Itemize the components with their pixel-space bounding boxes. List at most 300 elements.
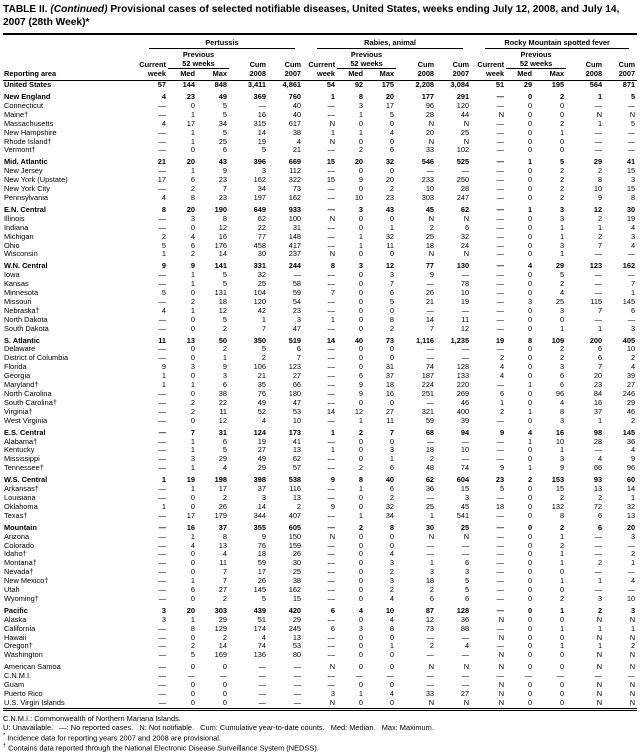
value-cell: 0 <box>527 306 533 315</box>
table-row <box>3 559 637 568</box>
value-cell: 0 <box>527 577 533 586</box>
value-cell: N <box>596 633 603 642</box>
value-cell: 224 <box>421 381 435 390</box>
col-2007: 2007 <box>268 69 303 81</box>
reporting-area-cell: W.N. Central <box>4 261 48 271</box>
value-cell: 25 <box>257 280 266 289</box>
value-cell: 20 <box>425 128 435 137</box>
value-cell: 269 <box>456 390 470 398</box>
table-row <box>3 672 637 681</box>
value-cell: 2 <box>161 232 166 241</box>
value-cell: 43 <box>218 157 227 167</box>
value-cell: 1 <box>190 381 195 390</box>
value-cell: — <box>327 223 336 232</box>
value-cell: 80 <box>292 651 302 660</box>
value-cell: 331 <box>253 261 266 271</box>
value-cell: — <box>327 541 336 550</box>
value-cell: — <box>461 541 470 550</box>
value-cell: — <box>426 306 435 315</box>
value-cell: 93 <box>593 475 603 485</box>
value-cell: — <box>627 137 636 146</box>
value-cell: 2 <box>222 633 227 642</box>
value-cell: 1 <box>597 119 603 128</box>
reporting-area-cell: Nevada† <box>4 568 34 577</box>
value-cell: 458 <box>253 241 266 250</box>
value-cell: 0 <box>389 345 395 354</box>
value-cell: 35 <box>257 381 266 390</box>
value-cell: N <box>329 698 336 707</box>
value-cell: 2 <box>597 214 603 223</box>
value-cell: 2 <box>261 354 266 363</box>
value-cell: 6 <box>330 624 336 633</box>
table-row <box>3 550 637 559</box>
value-cell: 7 <box>389 280 395 289</box>
value-cell: N <box>629 662 636 672</box>
value-cell: 1 <box>559 250 565 259</box>
table-row <box>3 280 637 289</box>
value-cell: — <box>627 101 636 110</box>
value-cell: 144 <box>182 80 195 90</box>
reporting-area-cell: Texas† <box>4 511 28 520</box>
value-cell: 7 <box>222 185 227 194</box>
value-cell: 2 <box>190 250 195 259</box>
table-row <box>3 138 637 147</box>
value-cell: 2 <box>559 193 565 202</box>
value-cell: — <box>327 354 336 363</box>
value-cell: 15 <box>326 157 336 167</box>
value-cell: 5 <box>161 289 166 298</box>
value-cell: 30 <box>292 559 302 568</box>
value-cell: 1 <box>527 204 533 214</box>
value-cell: — <box>158 324 166 333</box>
value-cell: 0 <box>527 493 533 502</box>
value-cell: — <box>627 250 636 259</box>
value-cell: — <box>158 101 166 110</box>
value-cell: — <box>496 176 505 185</box>
value-cell: — <box>461 633 470 642</box>
value-cell: 29 <box>257 464 266 473</box>
table-row <box>3 259 637 271</box>
value-cell: 2 <box>358 427 364 437</box>
value-cell: — <box>496 455 505 464</box>
value-cell: — <box>158 137 166 146</box>
value-cell: 3 <box>358 101 364 110</box>
value-cell: 315 <box>253 119 266 128</box>
value-cell: 1 <box>597 416 603 425</box>
value-cell: 0 <box>358 559 364 568</box>
value-cell: 350 <box>253 335 266 345</box>
empty-cell <box>396 49 436 59</box>
value-cell: — <box>496 324 505 333</box>
reporting-area-cell: Indiana <box>4 223 29 232</box>
value-cell: 0 <box>358 662 364 672</box>
value-cell: — <box>594 250 603 259</box>
value-cell: 0 <box>358 594 364 603</box>
value-cell: 25 <box>460 522 470 532</box>
value-cell: 5 <box>222 110 227 119</box>
value-cell: 3 <box>597 594 603 603</box>
value-cell: 0 <box>527 398 533 407</box>
value-cell: 1 <box>190 167 195 176</box>
value-cell: 74 <box>460 464 470 473</box>
value-cell: 176 <box>214 241 227 250</box>
value-cell: 32 <box>385 502 395 511</box>
value-cell: 2 <box>358 146 364 155</box>
value-cell: 0 <box>527 532 533 541</box>
value-cell: 0 <box>527 250 533 259</box>
value-cell: 40 <box>354 335 364 345</box>
value-cell: 0 <box>358 532 364 541</box>
value-cell: — <box>627 271 636 280</box>
value-cell: — <box>627 568 636 577</box>
value-cell: 7 <box>296 354 302 363</box>
value-cell: 39 <box>626 372 636 381</box>
table-row <box>3 129 637 138</box>
value-cell: 0 <box>190 698 195 707</box>
value-cell: — <box>327 167 336 176</box>
value-cell: — <box>327 455 336 464</box>
value-cell: 0 <box>559 137 565 146</box>
value-cell: 417 <box>288 241 302 250</box>
value-cell: 8 <box>527 335 533 345</box>
value-cell: 21 <box>425 297 435 306</box>
value-cell: 237 <box>288 250 302 259</box>
value-cell: 11 <box>386 416 395 425</box>
value-cell: — <box>158 185 166 194</box>
value-cell: 54 <box>292 297 302 306</box>
value-cell: 12 <box>218 223 227 232</box>
value-cell: 38 <box>292 577 302 586</box>
table-row <box>3 155 637 167</box>
value-cell: 10 <box>460 289 470 298</box>
table-row <box>3 250 637 259</box>
value-cell: 3 <box>389 559 395 568</box>
value-cell: 8 <box>597 176 603 185</box>
value-cell: 18 <box>425 241 435 250</box>
reporting-area-cell: Utah <box>4 586 20 595</box>
value-cell: 30 <box>257 250 266 259</box>
value-cell: — <box>327 110 336 119</box>
value-cell: — <box>327 522 336 532</box>
value-cell: 116 <box>289 485 302 494</box>
value-cell: 2 <box>358 464 364 473</box>
footnote-asterisk <box>3 733 637 743</box>
value-cell: 32 <box>385 157 395 167</box>
value-cell: 17 <box>385 101 395 110</box>
value-cell: 150 <box>288 532 302 541</box>
reporting-area-cell: Nebraska† <box>4 306 40 315</box>
value-cell: 0 <box>527 167 533 176</box>
value-cell: 3 <box>358 261 364 271</box>
reporting-area-cell: Iowa <box>4 271 20 280</box>
value-cell: 1,116 <box>415 335 435 345</box>
value-cell: 6 <box>630 306 636 315</box>
value-cell: 8 <box>389 522 395 532</box>
reporting-area-cell: Florida <box>4 363 27 372</box>
value-cell: 9 <box>499 427 505 437</box>
value-cell: 34 <box>257 185 266 194</box>
value-cell: 2,208 <box>415 80 435 90</box>
value-cell: 62 <box>425 475 435 485</box>
value-cell: 145 <box>622 297 636 306</box>
value-cell: 9 <box>161 363 166 372</box>
value-cell: 23 <box>218 176 227 185</box>
value-cell: 3,411 <box>247 80 266 90</box>
value-cell: 546 <box>421 157 435 167</box>
value-cell: N <box>629 698 636 707</box>
value-cell: 2 <box>559 92 565 101</box>
value-cell: 0 <box>358 324 364 333</box>
value-cell: 369 <box>253 92 266 101</box>
table-row <box>3 446 637 455</box>
value-cell: 187 <box>421 372 435 381</box>
value-cell: 1 <box>358 128 364 137</box>
value-cell: — <box>496 594 505 603</box>
value-cell: N <box>629 651 636 660</box>
value-cell: — <box>219 672 227 681</box>
value-cell: N <box>596 651 603 660</box>
value-cell: 0 <box>222 690 227 698</box>
value-cell: — <box>327 345 336 354</box>
value-cell: 131 <box>214 289 227 298</box>
value-cell: 0 <box>527 698 533 707</box>
table-row <box>3 521 637 533</box>
value-cell: 141 <box>214 261 227 271</box>
value-cell: N <box>428 137 435 146</box>
value-cell: 76 <box>257 541 266 550</box>
value-cell: — <box>327 568 336 577</box>
value-cell: 0 <box>190 146 195 155</box>
value-cell: — <box>327 185 336 194</box>
value-cell: 0 <box>190 594 195 603</box>
value-cell: 1 <box>559 128 565 137</box>
value-cell: — <box>158 398 166 407</box>
value-cell: N <box>463 137 470 146</box>
value-cell: 46 <box>460 398 470 407</box>
weeks52-header-row <box>3 59 637 69</box>
value-cell: 3 <box>222 372 227 381</box>
value-cell: 669 <box>288 157 302 167</box>
value-cell: 32 <box>460 232 470 241</box>
value-cell: 0 <box>222 698 227 707</box>
value-cell: — <box>158 446 166 455</box>
value-cell: 49 <box>218 92 227 101</box>
value-cell: 0 <box>358 541 364 550</box>
value-cell: — <box>327 416 336 425</box>
value-cell: 344 <box>253 511 266 520</box>
col-med: Med <box>506 69 534 81</box>
value-cell: 1 <box>190 615 195 624</box>
value-cell: 145 <box>253 586 266 595</box>
value-cell: 54 <box>326 80 336 90</box>
value-cell: — <box>158 280 166 289</box>
reporting-area-cell: Wyoming† <box>4 594 39 603</box>
value-cell: 132 <box>551 502 565 511</box>
value-cell: 1 <box>499 398 505 407</box>
value-cell: 5 <box>630 92 636 101</box>
value-cell: N <box>596 690 603 698</box>
table-row <box>3 512 637 521</box>
value-cell: 57 <box>292 464 302 473</box>
value-cell: 4 <box>222 464 227 473</box>
value-cell: N <box>463 698 470 707</box>
value-cell: 3,084 <box>450 80 470 90</box>
reporting-area-cell: New England <box>4 92 51 101</box>
value-cell: 6 <box>464 559 470 568</box>
value-cell: — <box>461 354 470 363</box>
value-cell: 0 <box>190 633 195 642</box>
value-cell: 0 <box>527 193 533 202</box>
value-cell: 9 <box>222 363 227 372</box>
value-cell: 9 <box>222 167 227 176</box>
col-2008: 2008 <box>566 69 604 81</box>
value-cell: 525 <box>456 157 470 167</box>
empty-cell <box>229 49 268 59</box>
value-cell: 233 <box>421 176 435 185</box>
value-cell: 174 <box>253 624 266 633</box>
value-cell: 1 <box>330 315 336 324</box>
footnote-cnmi <box>3 714 637 724</box>
value-cell: 0 <box>190 354 195 363</box>
value-cell: 98 <box>593 427 603 437</box>
reporting-area-cell: Mid. Atlantic <box>4 157 48 167</box>
value-cell: 12 <box>425 615 435 624</box>
value-cell: 3 <box>190 214 195 223</box>
value-cell: — <box>327 204 336 214</box>
value-cell: 0 <box>358 398 364 407</box>
value-cell: — <box>258 662 266 672</box>
value-cell: 4 <box>630 363 636 372</box>
value-cell: 23 <box>218 193 227 202</box>
value-cell: 36 <box>425 485 435 494</box>
table-body <box>3 81 637 710</box>
value-cell: 8 <box>358 92 364 101</box>
value-cell: — <box>426 651 435 660</box>
value-cell: 11 <box>461 315 470 324</box>
value-cell: 9 <box>190 261 195 271</box>
value-cell: 76 <box>257 390 266 398</box>
value-cell: 848 <box>214 80 227 90</box>
col-max: Max <box>534 69 566 81</box>
group-rmsf-label: Rocky Mountain spotted fever <box>485 38 629 49</box>
empty-cell <box>3 34 135 49</box>
table-row <box>3 242 637 251</box>
value-cell: 9 <box>330 475 336 485</box>
value-cell: 130 <box>456 261 470 271</box>
value-cell: 66 <box>593 464 603 473</box>
title-continued: (Continued) <box>50 4 108 15</box>
value-cell: 29 <box>523 80 533 90</box>
value-cell: — <box>327 464 336 473</box>
value-cell: 20 <box>385 176 395 185</box>
value-cell: 31 <box>385 363 395 372</box>
value-cell: 59 <box>292 289 302 298</box>
value-cell: — <box>327 615 336 624</box>
value-cell: — <box>627 586 636 595</box>
value-cell: 10 <box>354 193 364 202</box>
value-cell: 68 <box>425 427 435 437</box>
value-cell: 0 <box>527 605 533 615</box>
value-cell: 649 <box>253 204 266 214</box>
value-cell: 0 <box>190 662 195 672</box>
value-cell: 10 <box>626 594 636 603</box>
value-cell: 25 <box>218 137 227 146</box>
value-cell: 8 <box>161 204 166 214</box>
value-cell: 200 <box>589 335 603 345</box>
table-row <box>3 408 637 417</box>
value-cell: — <box>426 437 435 446</box>
value-cell: 6 <box>559 381 565 390</box>
value-cell: 179 <box>214 511 227 520</box>
value-cell: 20 <box>186 157 195 167</box>
value-cell: 5 <box>222 128 227 137</box>
table-row <box>3 642 637 651</box>
table-row <box>3 616 637 625</box>
reporting-area-cell: American Samoa <box>4 662 61 672</box>
value-cell: — <box>496 672 505 681</box>
footnote-dagger <box>3 743 637 753</box>
value-cell: — <box>158 493 166 502</box>
value-cell: 1 <box>330 427 336 437</box>
value-cell: — <box>524 672 533 681</box>
value-cell: — <box>496 289 505 298</box>
value-cell: 2 <box>499 354 505 363</box>
value-cell: — <box>496 280 505 289</box>
value-cell: 20 <box>593 372 603 381</box>
value-cell: 3 <box>261 493 266 502</box>
value-cell: 3 <box>330 690 336 698</box>
value-cell: 1 <box>429 511 435 520</box>
value-cell: 2 <box>190 297 195 306</box>
value-cell: — <box>496 167 505 176</box>
value-cell: — <box>426 550 435 559</box>
value-cell: 10 <box>593 185 603 194</box>
value-cell: — <box>496 297 505 306</box>
value-cell: 4 <box>499 363 505 372</box>
value-cell: 0 <box>527 651 533 660</box>
value-cell: 11 <box>219 407 227 416</box>
value-cell: 2 <box>190 398 195 407</box>
reporting-area-cell: Minnesota <box>4 289 39 298</box>
value-cell: 2 <box>389 586 395 595</box>
value-cell: 18 <box>425 577 435 586</box>
value-cell: N <box>329 137 336 146</box>
value-cell: — <box>158 271 166 280</box>
value-cell: 0 <box>527 232 533 241</box>
value-cell: 5 <box>190 651 195 660</box>
value-cell: — <box>461 345 470 354</box>
value-cell: 19 <box>626 214 636 223</box>
value-cell: — <box>496 522 505 532</box>
value-cell: — <box>293 690 302 698</box>
value-cell: 159 <box>288 541 302 550</box>
table-row <box>3 390 637 399</box>
value-cell: 29 <box>626 398 636 407</box>
value-cell: 41 <box>292 437 302 446</box>
table-row <box>3 194 637 203</box>
value-cell: 197 <box>253 193 266 202</box>
value-cell: 2 <box>597 232 603 241</box>
value-cell: 321 <box>421 407 435 416</box>
value-cell: 605 <box>288 522 302 532</box>
value-cell: 519 <box>288 335 302 345</box>
value-cell: 2 <box>630 642 636 651</box>
value-cell: 4 <box>296 137 302 146</box>
value-cell: 29 <box>555 261 565 271</box>
value-cell: 177 <box>421 92 435 101</box>
value-cell: 5 <box>261 594 266 603</box>
value-cell: 77 <box>425 261 435 271</box>
